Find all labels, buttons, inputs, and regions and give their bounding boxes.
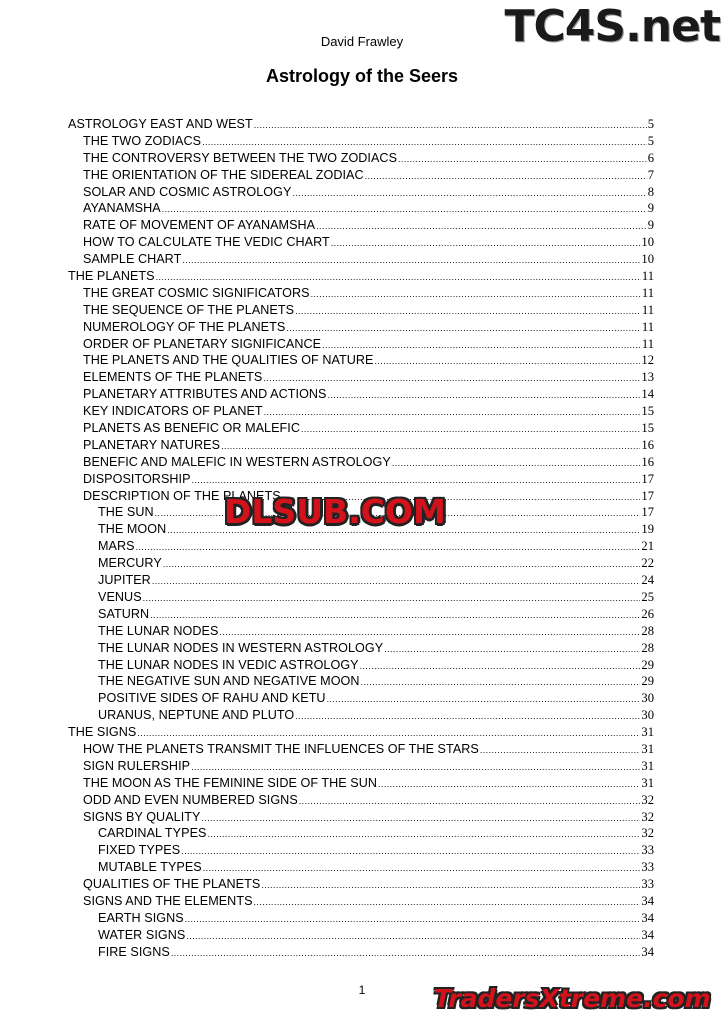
- toc-entry[interactable]: [68, 184, 654, 201]
- toc-dot-leader: [171, 945, 641, 962]
- toc-entry-page: 5: [647, 117, 654, 131]
- toc-entry-page: 9: [647, 218, 654, 233]
- toc-entry-page: 17: [641, 471, 654, 486]
- toc-entry[interactable]: [68, 555, 654, 572]
- toc-entry[interactable]: [68, 741, 654, 758]
- toc-entry[interactable]: [68, 657, 654, 674]
- toc-entry[interactable]: [68, 623, 654, 640]
- toc-entry[interactable]: [68, 403, 654, 420]
- toc-entry[interactable]: [68, 336, 654, 353]
- toc-dot-leader: [136, 539, 641, 556]
- toc-dot-leader: [292, 185, 646, 202]
- toc-entry[interactable]: [68, 454, 654, 471]
- toc-dot-leader: [186, 928, 640, 945]
- toc-entry-page: 10: [641, 252, 654, 267]
- toc-dot-leader: [384, 641, 640, 658]
- toc-entry-label: THE PLANETS: [68, 269, 155, 284]
- toc-dot-leader: [327, 691, 641, 708]
- toc-dot-leader: [163, 556, 641, 573]
- toc-entry[interactable]: [68, 217, 654, 234]
- toc-entry-label: URANUS, NEPTUNE AND PLUTO: [98, 708, 295, 723]
- toc-entry[interactable]: [68, 825, 654, 842]
- toc-entry-page: 30: [641, 708, 654, 723]
- toc-entry[interactable]: [68, 437, 654, 454]
- table-of-contents: [68, 116, 654, 961]
- toc-entry-page: 11: [641, 319, 654, 334]
- toc-entry-label: MARS: [98, 539, 135, 554]
- toc-entry[interactable]: [68, 251, 654, 268]
- toc-entry-page: 33: [641, 843, 654, 858]
- toc-entry[interactable]: [68, 606, 654, 623]
- toc-entry-page: 17: [641, 505, 654, 520]
- toc-dot-leader: [331, 235, 641, 252]
- toc-entry[interactable]: [68, 167, 654, 184]
- toc-entry-page: 21: [641, 539, 654, 554]
- toc-dot-leader: [328, 387, 641, 404]
- toc-entry[interactable]: [68, 690, 654, 707]
- toc-entry-label: THE SUN: [98, 505, 154, 520]
- toc-entry-page: 6: [647, 150, 654, 165]
- toc-entry-page: 32: [641, 809, 654, 824]
- toc-entry-label: NUMEROLOGY OF THE PLANETS: [83, 319, 286, 334]
- toc-entry[interactable]: [68, 775, 654, 792]
- toc-dot-leader: [181, 843, 640, 860]
- toc-dot-leader: [398, 151, 647, 168]
- toc-entry-label: BENEFIC AND MALEFIC IN WESTERN ASTROLOGY: [83, 454, 391, 469]
- toc-entry-page: 34: [641, 944, 654, 959]
- toc-dot-leader: [207, 826, 640, 843]
- toc-dot-leader: [360, 658, 641, 675]
- toc-entry-page: 32: [641, 826, 654, 841]
- toc-entry-page: 24: [641, 573, 654, 588]
- toc-entry-page: 31: [641, 758, 654, 773]
- toc-entry-label: ASTROLOGY EAST AND WEST: [68, 117, 253, 131]
- toc-entry-label: SIGN RULERSHIP: [83, 758, 191, 773]
- toc-entry[interactable]: [68, 809, 654, 826]
- toc-dot-leader: [301, 421, 640, 438]
- toc-entry-page: 17: [641, 488, 654, 503]
- toc-dot-leader: [392, 455, 641, 472]
- toc-entry-page: 31: [641, 741, 654, 756]
- toc-entry[interactable]: [68, 234, 654, 251]
- toc-dot-leader: [286, 320, 641, 337]
- toc-entry-page: 7: [647, 167, 654, 182]
- toc-entry-page: 25: [641, 589, 654, 604]
- toc-entry[interactable]: [68, 420, 654, 437]
- toc-entry[interactable]: [68, 116, 654, 133]
- toc-dot-leader: [191, 759, 640, 776]
- toc-dot-leader: [202, 134, 647, 151]
- toc-entry-label: ORDER OF PLANETARY SIGNIFICANCE: [83, 336, 322, 351]
- toc-entry-page: 29: [641, 657, 654, 672]
- document-author: David Frawley: [320, 34, 404, 49]
- toc-entry-label: HOW TO CALCULATE THE VEDIC CHART: [83, 235, 330, 250]
- toc-entry-page: 5: [647, 133, 654, 148]
- toc-entry-label: DESCRIPTION OF THE PLANETS: [83, 488, 281, 503]
- toc-dot-leader: [150, 607, 640, 624]
- toc-dot-leader: [221, 438, 640, 455]
- toc-dot-leader: [203, 860, 641, 877]
- toc-entry-label: QUALITIES OF THE PLANETS: [83, 877, 261, 892]
- toc-entry-label: AYANAMSHA: [83, 201, 161, 216]
- toc-entry-page: 28: [641, 640, 654, 655]
- watermark-tc4s: TC4S.net: [504, 1, 720, 52]
- toc-entry-label: DISPOSITORSHIP: [83, 471, 191, 486]
- toc-entry[interactable]: [68, 842, 654, 859]
- toc-entry-label: SIGNS AND THE ELEMENTS: [83, 893, 253, 908]
- toc-entry-page: 29: [641, 674, 654, 689]
- toc-entry[interactable]: [68, 910, 654, 927]
- toc-dot-leader: [264, 404, 641, 421]
- toc-entry[interactable]: [68, 589, 654, 606]
- toc-entry[interactable]: [68, 133, 654, 150]
- toc-entry-label: THE LUNAR NODES IN WESTERN ASTROLOGY: [98, 640, 384, 655]
- toc-entry-page: 9: [647, 201, 654, 216]
- toc-dot-leader: [316, 218, 647, 235]
- toc-dot-leader: [185, 911, 641, 928]
- toc-dot-leader: [261, 877, 640, 894]
- toc-entry-label: THE PLANETS AND THE QUALITIES OF NATURE: [83, 353, 374, 368]
- toc-entry-page: 19: [641, 522, 654, 537]
- toc-entry-label: SOLAR AND COSMIC ASTROLOGY: [83, 184, 292, 199]
- toc-entry-label: THE MOON AS THE FEMININE SIDE OF THE SUN: [83, 775, 378, 790]
- toc-entry-label: WATER SIGNS: [98, 927, 186, 942]
- toc-entry-label: JUPITER: [98, 573, 151, 588]
- toc-entry-page: 8: [647, 184, 654, 199]
- toc-entry-label: THE TWO ZODIACS: [83, 133, 202, 148]
- toc-entry[interactable]: [68, 640, 654, 657]
- page-number: 1: [358, 983, 366, 997]
- watermark-tradersxtreme: TradersXtreme.com: [434, 984, 711, 1013]
- toc-entry-label: THE SEQUENCE OF THE PLANETS: [83, 302, 295, 317]
- toc-dot-leader: [156, 269, 641, 286]
- toc-entry-label: KEY INDICATORS OF PLANET: [83, 404, 263, 419]
- toc-dot-leader: [254, 117, 647, 134]
- toc-entry[interactable]: [68, 927, 654, 944]
- toc-entry-label: EARTH SIGNS: [98, 910, 184, 925]
- toc-dot-leader: [322, 337, 641, 354]
- toc-entry-page: 34: [641, 927, 654, 942]
- toc-dot-leader: [254, 894, 641, 911]
- toc-entry-label: SIGNS BY QUALITY: [83, 809, 201, 824]
- toc-entry-page: 11: [641, 269, 654, 284]
- toc-entry[interactable]: [68, 944, 654, 961]
- toc-entry-label: THE LUNAR NODES: [98, 623, 219, 638]
- toc-entry-label: THE NEGATIVE SUN AND NEGATIVE MOON: [98, 674, 360, 689]
- toc-entry[interactable]: [68, 386, 654, 403]
- toc-entry-label: VENUS: [98, 589, 142, 604]
- toc-entry[interactable]: [68, 150, 654, 167]
- toc-dot-leader: [201, 810, 640, 827]
- toc-entry-page: 33: [641, 877, 654, 892]
- toc-entry-label: POSITIVE SIDES OF RAHU AND KETU: [98, 691, 326, 706]
- toc-entry-page: 34: [641, 910, 654, 925]
- toc-entry-page: 14: [641, 387, 654, 402]
- toc-entry-label: THE GREAT COSMIC SIGNIFICATORS: [83, 285, 310, 300]
- toc-entry[interactable]: [68, 200, 654, 217]
- toc-entry-label: THE ORIENTATION OF THE SIDEREAL ZODIAC: [83, 167, 364, 182]
- toc-dot-leader: [295, 303, 641, 320]
- toc-dot-leader: [361, 674, 641, 691]
- toc-entry-label: SATURN: [98, 606, 150, 621]
- toc-entry[interactable]: [68, 352, 654, 369]
- toc-entry[interactable]: [68, 792, 654, 809]
- watermark-dlsub: DLSUB.COM: [224, 492, 446, 531]
- toc-entry[interactable]: [68, 319, 654, 336]
- toc-dot-leader: [378, 776, 640, 793]
- toc-entry-label: THE LUNAR NODES IN VEDIC ASTROLOGY: [98, 657, 359, 672]
- toc-entry[interactable]: [68, 572, 654, 589]
- toc-entry-label: ODD AND EVEN NUMBERED SIGNS: [83, 792, 298, 807]
- toc-entry-page: 33: [641, 860, 654, 875]
- toc-entry-page: 31: [641, 725, 654, 740]
- toc-dot-leader: [137, 725, 640, 742]
- toc-dot-leader: [299, 793, 641, 810]
- toc-dot-leader: [152, 573, 641, 590]
- toc-entry[interactable]: [68, 707, 654, 724]
- toc-entry-page: 34: [641, 893, 654, 908]
- toc-entry-label: MERCURY: [98, 556, 162, 571]
- toc-entry-label: MUTABLE TYPES: [98, 860, 202, 875]
- toc-entry-page: 10: [641, 235, 654, 250]
- toc-entry-label: PLANETARY ATTRIBUTES AND ACTIONS: [83, 387, 327, 402]
- document-title: Astrology of the Seers: [265, 66, 459, 86]
- toc-dot-leader: [295, 708, 640, 725]
- toc-entry-page: 13: [641, 370, 654, 385]
- toc-entry[interactable]: [68, 724, 654, 741]
- toc-entry[interactable]: [68, 268, 654, 285]
- toc-entry[interactable]: [68, 538, 654, 555]
- toc-dot-leader: [375, 353, 641, 370]
- toc-entry-page: 11: [641, 336, 654, 351]
- toc-entry-label: PLANETS AS BENEFIC OR MALEFIC: [83, 421, 300, 436]
- toc-entry-label: SAMPLE CHART: [83, 252, 182, 267]
- toc-entry-label: PLANETARY NATURES: [83, 437, 221, 452]
- toc-entry[interactable]: [68, 369, 654, 386]
- toc-entry-page: 22: [641, 556, 654, 571]
- toc-entry-label: THE CONTROVERSY BETWEEN THE TWO ZODIACS: [83, 150, 398, 165]
- toc-entry-page: 28: [641, 623, 654, 638]
- toc-entry-page: 30: [641, 691, 654, 706]
- toc-dot-leader: [192, 472, 641, 489]
- toc-entry-label: THE MOON: [98, 522, 167, 537]
- toc-entry-label: RATE OF MOVEMENT OF AYANAMSHA: [83, 218, 316, 233]
- toc-entry-label: HOW THE PLANETS TRANSMIT THE INFLUENCES OF THE STARS: [83, 741, 479, 756]
- toc-entry-page: 26: [641, 606, 654, 621]
- toc-dot-leader: [480, 742, 641, 759]
- toc-entry-page: 31: [641, 775, 654, 790]
- toc-entry-page: 12: [641, 353, 654, 368]
- toc-entry[interactable]: [68, 893, 654, 910]
- toc-entry-label: ELEMENTS OF THE PLANETS: [83, 370, 263, 385]
- toc-entry-label: FIRE SIGNS: [98, 944, 170, 959]
- toc-entry-page: 16: [641, 454, 654, 469]
- toc-entry-page: 16: [641, 437, 654, 452]
- toc-entry-page: 11: [641, 285, 654, 300]
- toc-entry-label: FIXED TYPES: [98, 843, 181, 858]
- toc-entry-page: 32: [641, 792, 654, 807]
- toc-entry-page: 15: [641, 404, 654, 419]
- toc-dot-leader: [219, 624, 640, 641]
- toc-dot-leader: [162, 201, 647, 218]
- toc-entry[interactable]: [68, 859, 654, 876]
- toc-dot-leader: [182, 252, 640, 269]
- toc-entry[interactable]: [68, 758, 654, 775]
- toc-entry[interactable]: [68, 471, 654, 488]
- toc-entry[interactable]: [68, 302, 654, 319]
- toc-entry-page: 11: [641, 302, 654, 317]
- toc-dot-leader: [311, 286, 641, 303]
- toc-dot-leader: [263, 370, 640, 387]
- toc-entry[interactable]: [68, 285, 654, 302]
- toc-entry[interactable]: [68, 876, 654, 893]
- toc-dot-leader: [143, 590, 641, 607]
- toc-entry-label: CARDINAL TYPES: [98, 826, 207, 841]
- toc-entry-label: THE SIGNS: [68, 725, 137, 740]
- toc-entry[interactable]: [68, 673, 654, 690]
- toc-dot-leader: [365, 168, 647, 185]
- toc-entry-page: 15: [641, 421, 654, 436]
